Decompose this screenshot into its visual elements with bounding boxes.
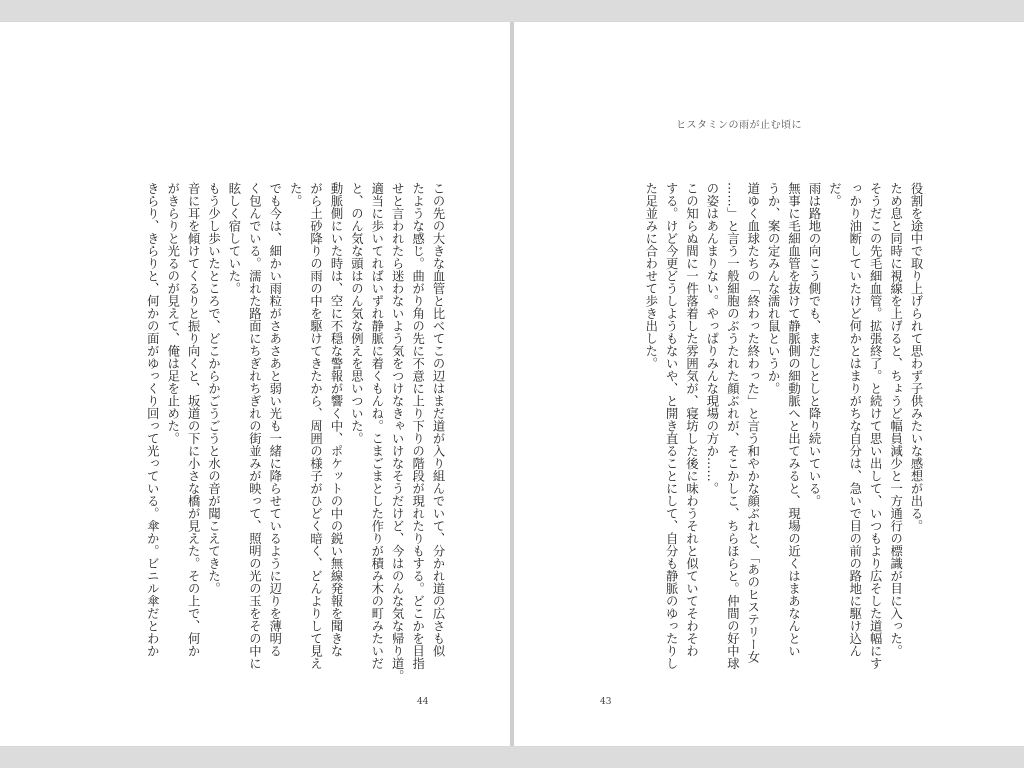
text-line: ……」と言う一般細胞のぶうたれた顔ぶれが、そこかしこ、ちらほらと。仲間の好中球 — [725, 182, 740, 670]
text-line: と、のん気な頭はのん気な例えを思いついた。 — [349, 182, 364, 445]
text-line: うか、案の定みんな濡れ鼠というか。 — [766, 182, 781, 395]
text-line: っかり油断していたけど何かとはまりがちな自分は、急いで目の前の路地に駆け込ん — [847, 182, 862, 657]
text-line: ため息と同時に視線を上げると、ちょうど幅員減少と一方通行の標識が目に入った。 — [888, 182, 903, 657]
text-line: する。けど今更どうしようもないや、と開き直ることにして、自分も静脈のゆったりし — [664, 182, 679, 670]
text-line: く包んでいる。濡れた路面にちぎれちぎれの街並みが映って、照明の光の玉をその中に — [247, 182, 262, 670]
text-line: た。 — [288, 182, 303, 207]
text-line: たような感じ。曲がり角の先に不意に上り下りの階段が現れたりもする。どこかを目指 — [410, 182, 425, 670]
running-head-title: ヒスタミンの雨が止む頃に — [676, 120, 802, 131]
text-line: きらり、きらりと、何かの面がゆっくり回って光っている。傘か。ビニル傘だとわか — [145, 182, 160, 657]
text-line: 動脈側にいた時は、空に不穏な警報が響く中、ポケットの中の鋭い無線発報を聞きな — [328, 182, 343, 657]
left-page-body — [142, 182, 448, 682]
text-line: 眩しく宿していた。 — [226, 182, 241, 295]
text-line: がきらりと光るのが見えて、俺は足を止めた。 — [165, 182, 180, 445]
text-line: がら土砂降りの雨の中を駆けてきたから、周囲の様子がひどく暗く、どんよりして見え — [308, 182, 323, 670]
text-line: 無事に毛細血管を抜けて静脈側の細動脈へと出てみると、現場の近くはまあなんとい — [786, 182, 801, 657]
text-line: 道ゆく血球たちの「終わった終わった」と言う和やかな顔ぶれと、「あのヒステリー女 — [745, 182, 760, 664]
text-line: の姿はあんまりない。やっぱりみんな現場の方か……。 — [704, 182, 719, 495]
text-line: 適当に歩いてればいずれ静脈に着くもんね。こまごまとした作りが積み木の町みたいだ — [369, 182, 384, 670]
text-line: せと言われたら迷わないよう気をつけなきゃいけなそうだけど、今はのんな気な帰り道。 — [390, 182, 405, 682]
text-line: 役割を途中で取り上げられて思わず子供みたいな感想が出る。 — [909, 182, 923, 532]
left-page — [0, 22, 510, 746]
text-line: 音に耳を傾けてくるりと振り向くと、坂道の下に小さな橋が見えた。その上で、何か — [186, 182, 201, 657]
text-line: この知らぬ間に一件落着した雰囲気が、寝坊した後に味わうそれと似ていてそわそわ — [684, 182, 699, 657]
right-page — [514, 22, 1024, 746]
text-line: そうだこの先毛細血管。拡張終了。と続けて思い出して、いつもより広そした道幅にす — [868, 182, 883, 670]
text-line: だ。 — [827, 182, 842, 207]
page-number: 43 — [600, 697, 612, 707]
text-line: た足並みに合わせて歩き出した。 — [643, 182, 658, 370]
text-line: でも今は、細かい雨粒がさあさあと弱い光も一緒に降らせているように辺りを薄明る — [267, 182, 282, 657]
text-line: 雨は路地の向こう側でも、まだしとしと降り続いている。 — [806, 182, 821, 507]
text-line: この先の大きな血管と比べてこの辺はまだ道が入り組んでいて、分かれ道の広さも似 — [431, 182, 445, 657]
right-page-body — [640, 182, 926, 682]
page-number: 44 — [417, 697, 429, 707]
text-line: もう少し歩いたところで、どこからかごうごうと水の音が聞こえてきた。 — [206, 182, 221, 595]
